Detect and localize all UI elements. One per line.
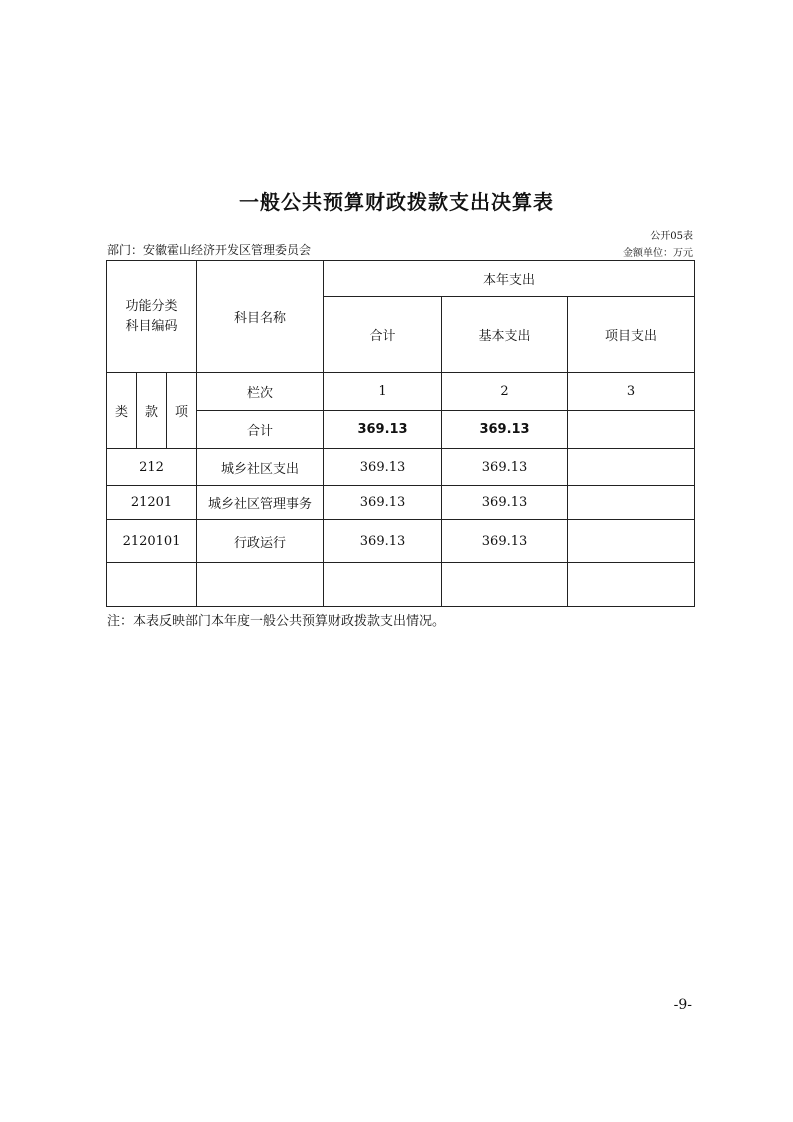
header-subject-name: 科目名称 (197, 261, 324, 373)
page-title: 一般公共预算财政拨款支出决算表 (239, 190, 554, 214)
col-index-3: 3 (568, 373, 695, 411)
row-name: 城乡社区管理事务 (197, 486, 324, 520)
table-row-empty (107, 563, 695, 607)
col-index-2: 2 (442, 373, 568, 411)
header-project: 项目支出 (568, 297, 695, 373)
row-name: 城乡社区支出 (197, 449, 324, 486)
expenditure-table (106, 260, 695, 607)
footnote: 注：本表反映部门本年度一般公共预算财政拨款支出情况。 (107, 614, 446, 629)
row-basic: 369.13 (442, 520, 568, 563)
header-lei: 类 (107, 373, 137, 449)
row-code: 212 (107, 449, 197, 486)
row-project (568, 520, 695, 563)
header-current-year: 本年支出 (324, 261, 695, 297)
row-basic: 369.13 (442, 486, 568, 520)
page-number: -9- (673, 997, 692, 1013)
total-row-label: 合计 (197, 411, 324, 449)
row-code: 2120101 (107, 520, 197, 563)
header-column-no: 栏次 (197, 373, 324, 411)
header-func-code: 功能分类科目编码 (107, 261, 197, 373)
total-row-total: 369.13 (324, 411, 442, 449)
row-project (568, 449, 695, 486)
total-row-project (568, 411, 695, 449)
row-total: 369.13 (324, 449, 442, 486)
header-basic: 基本支出 (442, 297, 568, 373)
header-kuan: 款 (137, 373, 167, 449)
form-number: 公开05表 (650, 231, 693, 242)
row-name: 行政运行 (197, 520, 324, 563)
row-basic: 369.13 (442, 449, 568, 486)
row-project (568, 486, 695, 520)
amount-unit: 金额单位：万元 (623, 248, 693, 259)
total-row-basic: 369.13 (442, 411, 568, 449)
row-code: 21201 (107, 486, 197, 520)
row-total: 369.13 (324, 520, 442, 563)
table-row (107, 520, 695, 563)
table-row (107, 486, 695, 520)
header-xiang: 项 (167, 373, 197, 449)
department-label: 部门：安徽霍山经济开发区管理委员会 (107, 243, 312, 257)
table-row (107, 449, 695, 486)
header-total: 合计 (324, 297, 442, 373)
row-total: 369.13 (324, 486, 442, 520)
col-index-1: 1 (324, 373, 442, 411)
